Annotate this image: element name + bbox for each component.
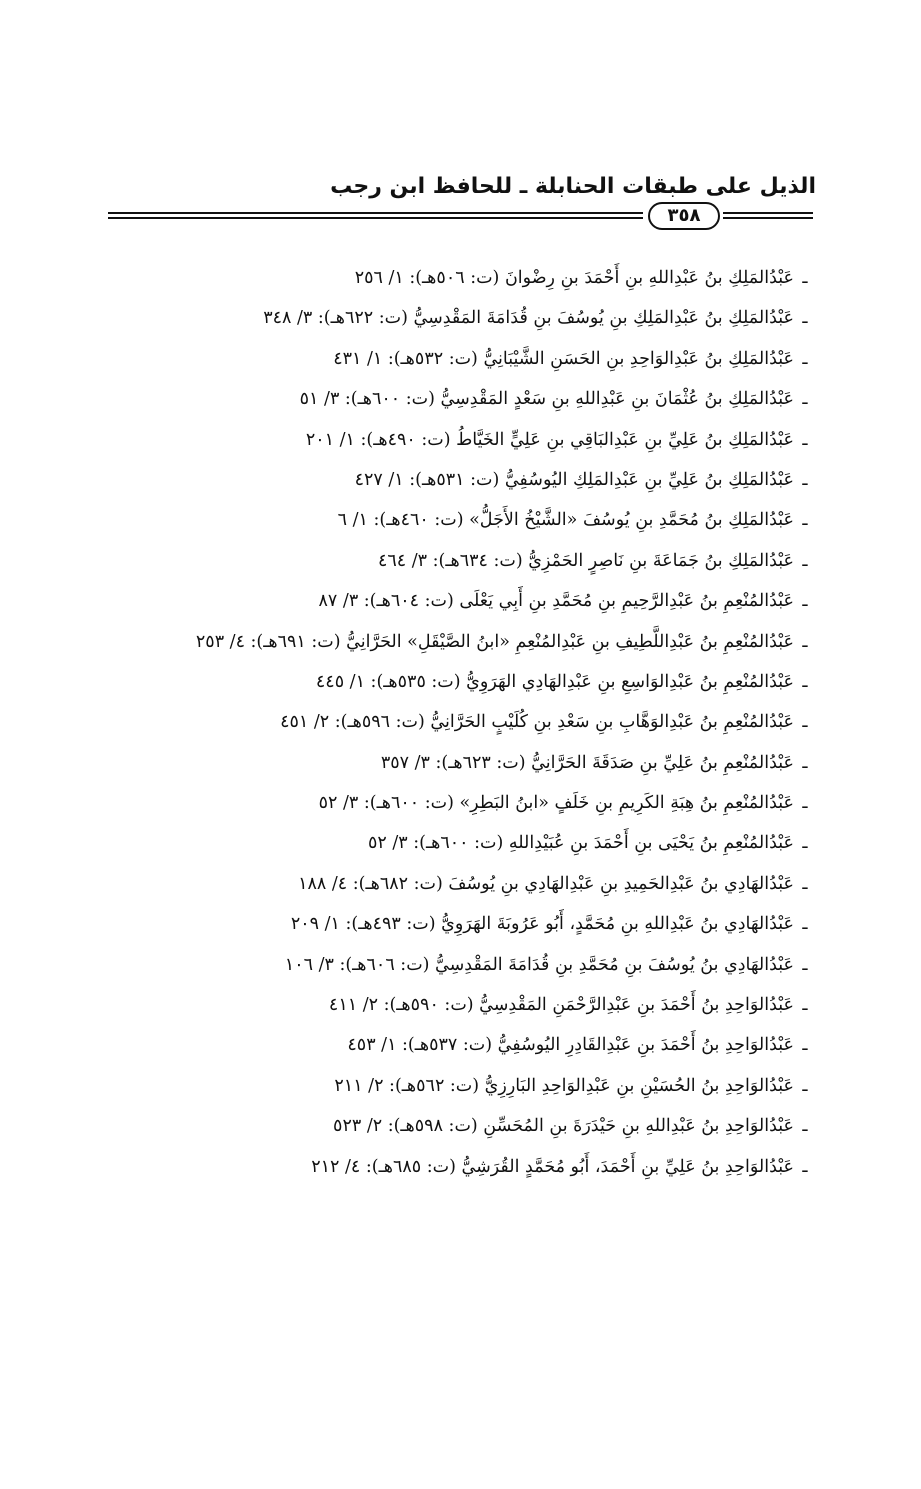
index-entry	[96, 460, 816, 500]
index-entry	[96, 298, 816, 338]
rule-right-line-2	[723, 217, 813, 219]
entry-dash: ـ	[802, 268, 808, 288]
entry-text: عَبْدُالوَاحِدِ بنُ عَبْدِاللهِ بنِ حَيْدَرَةَ بنِ المُحَسِّنِ (ت: ٥٩٨هـ): ٢/ ٥٢٣	[333, 1116, 794, 1137]
entry-dash: ـ	[802, 510, 808, 531]
index-entry	[96, 702, 816, 742]
index-entry	[96, 581, 816, 621]
entry-dash: ـ	[802, 591, 808, 612]
entry-text: عَبْدُالمُنْعِمِ بنُ عَبْدِاللَّطِيفِ بنِ عَبْدِالمُنْعِمِ «ابنُ الصَّيْقَلِ» الحَرَّانِيُّ (ت: ٦٩١هـ): ٤/ ٢٥٣	[195, 631, 794, 652]
entry-text: عَبْدُالمَلِكِ بنُ عَلِيِّ بنِ عَبْدِالبَاقِي بنِ عَلِيٍّ الخَيَّاطُ (ت: ٤٩٠هـ): ١/ ٢٠١	[305, 429, 794, 450]
index-entry	[96, 823, 816, 863]
index-entry	[96, 420, 816, 460]
page-number: ٣٥٨	[648, 202, 720, 230]
rule-left-line-2	[108, 217, 643, 219]
entry-dash: ـ	[802, 348, 808, 369]
entry-text: عَبْدُالوَاحِدِ بنُ أَحْمَدَ بنِ عَبْدِالقَادِرِ اليُوسُفِيُّ (ت: ٥٣٧هـ): ١/ ٤٥٣	[347, 1035, 794, 1056]
entry-text: عَبْدُالوَاحِدِ بنُ عَلِيِّ بنِ أَحْمَدَ، أَبُو مُحَمَّدٍ القُرَشِيُّ (ت: ٦٨٥هـ): ٤/ ٢١٢	[311, 1156, 794, 1177]
entry-text: عَبْدُالمَلِكِ بنُ عَبْدِاللهِ بنِ أَحْمَدَ بنِ رِضْوانَ (ت: ٥٠٦هـ): ١/ ٢٥٦	[354, 268, 794, 288]
index-entry	[96, 500, 816, 540]
running-title: الذيل على طبقات الحنابلة ـ للحافظ ابن رجب	[330, 174, 816, 199]
index-entry	[96, 379, 816, 419]
entry-dash: ـ	[802, 833, 808, 854]
entry-text: عَبْدُالمُنْعِمِ بنُ يَحْيَى بنِ أَحْمَدَ بنِ عُبَيْدِاللهِ (ت: ٦٠٠هـ): ٣/ ٥٢	[368, 833, 794, 854]
index-entries	[96, 258, 816, 1187]
entry-text: عَبْدُالمَلِكِ بنُ عَبْدِالمَلِكِ بنِ يُوسُفَ بنِ قُدَامَةَ المَقْدِسِيُّ (ت: ٦٢٢هـ): ٣/ ٣٤٨	[263, 308, 794, 329]
index-entry	[96, 1106, 816, 1146]
entry-dash: ـ	[802, 1075, 808, 1096]
entry-dash: ـ	[802, 712, 808, 733]
entry-text: عَبْدُالمَلِكِ بنُ جَمَاعَةَ بنِ نَاصِرٍ الحَمْزِيُّ (ت: ٦٣٤هـ): ٣/ ٤٦٤	[378, 550, 794, 571]
entry-text: عَبْدُالمُنْعِمِ بنُ عَبْدِالوَاسِعِ بنِ عَبْدِالهَادِي الهَرَوِيُّ (ت: ٥٣٥هـ): ١/ ٤٤٥	[315, 671, 794, 692]
entry-dash: ـ	[802, 752, 808, 773]
entry-text: عَبْدُالهَادِي بنُ عَبْدِاللهِ بنِ مُحَمَّدٍ، أَبُو عَرُوبَةَ الهَرَوِيُّ (ت: ٤٩٣هـ): ١/ ٢٠٩	[290, 914, 794, 935]
index-entry	[96, 904, 816, 944]
index-entry	[96, 1066, 816, 1106]
entry-dash: ـ	[802, 308, 808, 329]
entry-text: عَبْدُالوَاحِدِ بنُ الحُسَيْنِ بنِ عَبْدِالوَاحِدِ البَارِزِيُّ (ت: ٥٦٢هـ): ٢/ ٢١١	[334, 1075, 794, 1096]
entry-text: عَبْدُالمَلِكِ بنُ مُحَمَّدِ بنِ يُوسُفَ «الشَّيْخُ الأَجَلُّ» (ت: ٤٦٠هـ): ١/ ٦	[337, 510, 794, 531]
entry-text: عَبْدُالمَلِكِ بنُ عَبْدِالوَاحِدِ بنِ الحَسَنِ الشَّيْبَانِيُّ (ت: ٥٣٢هـ): ١/ ٤٣١	[333, 348, 794, 369]
entry-dash: ـ	[802, 389, 808, 410]
index-entry	[96, 864, 816, 904]
entry-text: عَبْدُالهَادِي بنُ عَبْدِالحَمِيدِ بنِ عَبْدِالهَادِي بنِ يُوسُفَ (ت: ٦٨٢هـ): ٤/ ١٨٨	[298, 873, 794, 894]
entry-text: عَبْدُالمُنْعِمِ بنُ عَبْدِالوَهَّابِ بنِ سَعْدِ بنِ كُلَيْبٍ الحَرَّانِيُّ (ت: ٥٩٦هـ): ٢/ ٤٥١	[280, 712, 794, 733]
entry-text: عَبْدُالمُنْعِمِ بنُ هِبَةِ الكَرِيمِ بنِ خَلَفٍ «ابنُ البَطِرِ» (ت: ٦٠٠هـ): ٣/ ٥٢	[318, 793, 794, 814]
entry-dash: ـ	[802, 873, 808, 894]
entry-dash: ـ	[802, 954, 808, 975]
entry-text: عَبْدُالهَادِي بنُ يُوسُفَ بنِ مُحَمَّدِ بنِ قُدَامَةَ المَقْدِسِيُّ (ت: ٦٠٦هـ): ٣/ ١٠٦	[284, 954, 794, 975]
entry-dash: ـ	[802, 995, 808, 1016]
rule-right-line	[723, 212, 813, 214]
rule-left-line	[108, 212, 643, 214]
index-entry	[96, 1147, 816, 1187]
index-entry	[96, 339, 816, 379]
index-entry	[96, 945, 816, 985]
entry-text: عَبْدُالمَلِكِ بنُ عُثْمَانَ بنِ عَبْدِاللهِ بنِ سَعْدٍ المَقْدِسِيُّ (ت: ٦٠٠هـ): ٣/ ٥١	[299, 389, 794, 410]
entry-dash: ـ	[802, 793, 808, 814]
entry-text: عَبْدُالمُنْعِمِ بنُ عَلِيِّ بنِ صَدَقَةَ الحَرَّانِيُّ (ت: ٦٢٣هـ): ٣/ ٣٥٧	[380, 752, 794, 773]
entry-dash: ـ	[802, 631, 808, 652]
entry-dash: ـ	[802, 469, 808, 490]
entry-text: عَبْدُالمُنْعِمِ بنُ عَبْدِالرَّحِيمِ بنِ مُحَمَّدِ بنِ أَبِي يَعْلَى (ت: ٦٠٤هـ): ٣/ ٨٧	[318, 591, 794, 612]
index-entry	[96, 622, 816, 662]
index-entry	[96, 662, 816, 702]
index-entry	[96, 783, 816, 823]
header-rule	[108, 202, 813, 234]
entry-text: عَبْدُالمَلِكِ بنُ عَلِيِّ بنِ عَبْدِالمَلِكِ اليُوسُفِيُّ (ت: ٥٣١هـ): ١/ ٤٢٧	[354, 469, 794, 490]
entry-dash: ـ	[802, 550, 808, 571]
index-entry	[96, 985, 816, 1025]
entry-dash: ـ	[802, 1116, 808, 1137]
entry-text: عَبْدُالوَاحِدِ بنُ أَحْمَدَ بنِ عَبْدِالرَّحْمَنِ المَقْدِسِيُّ (ت: ٥٩٠هـ): ٢/ ٤١١	[328, 995, 794, 1016]
index-entry	[96, 541, 816, 581]
entry-dash: ـ	[802, 914, 808, 935]
entry-dash: ـ	[802, 1035, 808, 1056]
index-entry	[96, 258, 816, 298]
entry-dash: ـ	[802, 429, 808, 450]
entry-dash: ـ	[802, 1156, 808, 1177]
index-entry	[96, 743, 816, 783]
entry-dash: ـ	[802, 671, 808, 692]
index-entry	[96, 1025, 816, 1065]
